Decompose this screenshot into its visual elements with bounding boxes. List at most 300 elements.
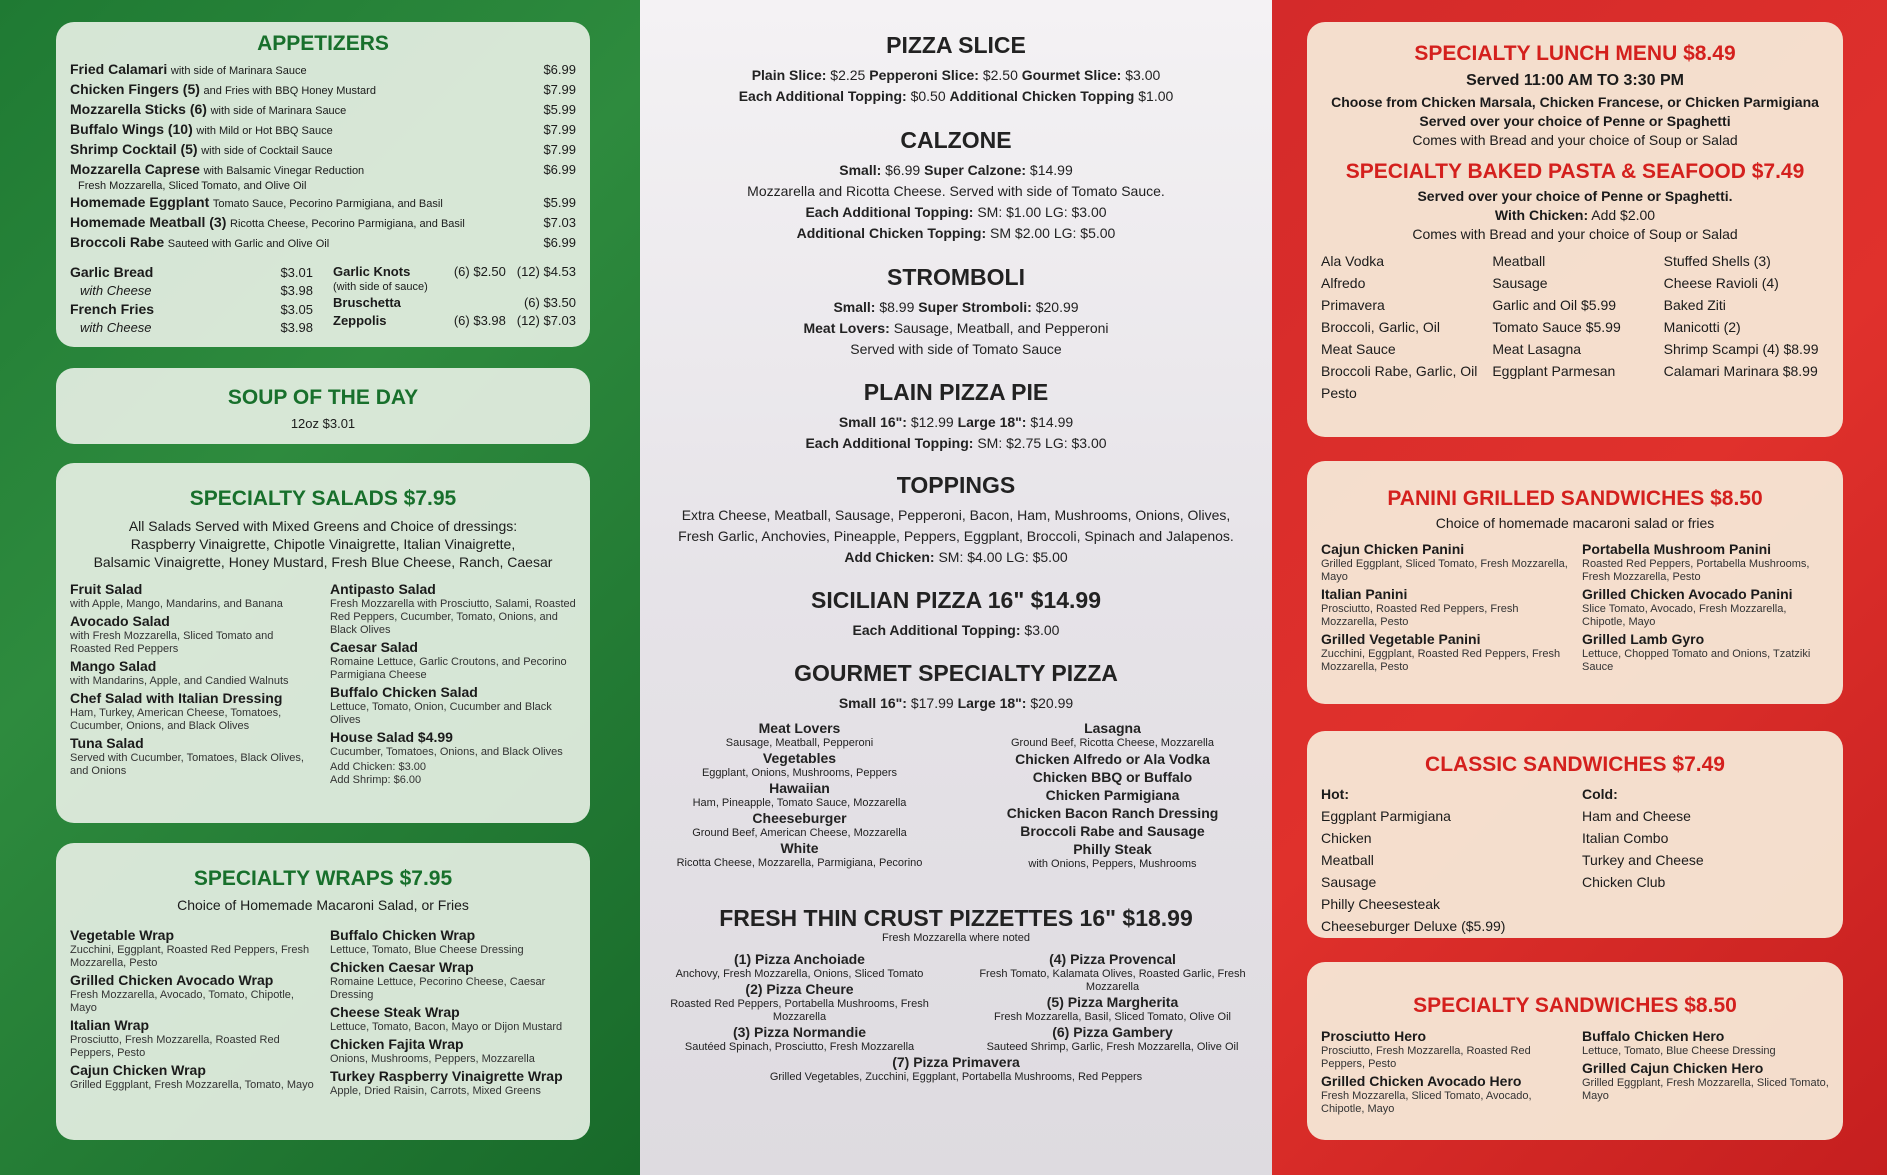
- item-name: Chicken BBQ or Buffalo: [1032, 769, 1193, 785]
- salads-right: [330, 581, 576, 787]
- plain-pie-topping: Each Additional Topping: SM: $2.75 LG: $3.00: [805, 435, 1107, 451]
- list-item: Eggplant Parmesan: [1492, 363, 1616, 379]
- item-price: $7.99: [543, 82, 576, 97]
- lunch-hours: Served 11:00 AM TO 3:30 PM: [1466, 72, 1684, 89]
- pizzettes-title: FRESH THIN CRUST PIZZETTES 16" $18.99: [719, 905, 1193, 931]
- item-desc: Lettuce, Chopped Tomato and Onions, Tzatziki Sauce: [1582, 648, 1811, 673]
- item-price: $6.99: [543, 235, 576, 250]
- lunch-desc: Served over your choice of Penne or Spaghetti: [1419, 113, 1731, 129]
- list-item: Sausage: [1492, 275, 1548, 291]
- soup-price: 12oz $3.01: [290, 416, 356, 431]
- list-item: [963, 840, 1262, 858]
- list-item: Shrimp Scampi (4) $8.99: [1663, 341, 1819, 357]
- list-item: [1321, 1028, 1568, 1071]
- item-desc: Ground Beef, Ricotta Cheese, Mozzarella: [1011, 737, 1214, 749]
- item-name: (7) Pizza Primavera: [892, 1054, 1020, 1070]
- list-item: [963, 750, 1262, 768]
- calzone-desc: Mozzarella and Ricotta Cheese. Served with side of Tomato Sauce.: [747, 183, 1165, 199]
- item-name: Buffalo Wings (10): [70, 121, 193, 137]
- list-item: Tomato Sauce $5.99: [1492, 319, 1621, 335]
- list-item: Broccoli Rabe, Garlic, Oil: [1321, 363, 1478, 379]
- item-desc: Fresh Mozzarella, Avocado, Tomato, Chipotle, Mayo: [70, 989, 294, 1014]
- item-name: (3) Pizza Normandie: [732, 1024, 867, 1040]
- list-item: Baked Ziti: [1663, 297, 1726, 313]
- calzone-prices: Small: $6.99 Super Calzone: $14.99: [839, 162, 1073, 178]
- list-item: [70, 613, 316, 656]
- list-item: [1321, 586, 1568, 629]
- list-item: Ham and Cheese: [1582, 808, 1691, 824]
- item-desc: Roasted Red Peppers, Portabella Mushrooms, Fresh Mozzarella: [670, 998, 929, 1023]
- item-desc: Fresh Mozzarella, Basil, Sliced Tomato, Olive Oil: [994, 1011, 1231, 1023]
- list-item: [70, 690, 316, 733]
- item-name: Vegetable Wrap: [70, 927, 175, 943]
- sides-grid: [70, 263, 576, 337]
- list-item: [70, 581, 316, 611]
- sicilian-topping: Each Additional Topping: $3.00: [852, 622, 1060, 638]
- item-desc: Fresh Mozzarella with Prosciutto, Salami, Roasted Red Peppers, Cucumber, Tomato, Onions, and Black Olives: [330, 598, 576, 636]
- appetizer-row: [70, 140, 576, 160]
- list-item: [330, 684, 576, 727]
- item-price: $7.03: [543, 215, 576, 230]
- item-desc: Grilled Eggplant, Fresh Mozzarella, Tomato, Mayo: [70, 1079, 314, 1091]
- list-item: [330, 1036, 576, 1066]
- list-item: [1321, 541, 1568, 584]
- item-desc: with Apple, Mango, Mandarins, and Banana: [70, 598, 283, 610]
- item-name: Vegetables: [762, 750, 837, 766]
- item-desc: Lettuce, Tomato, Bacon, Mayo or Dijon Mustard: [330, 1021, 563, 1033]
- item-name: Prosciutto Hero: [1321, 1028, 1427, 1044]
- item-name: Cajun Chicken Wrap: [70, 1062, 206, 1078]
- list-item: [963, 822, 1262, 840]
- item-desc: Ricotta Cheese, Mozzarella, Parmigiana, Pecorino: [676, 857, 923, 869]
- list-item: [330, 581, 576, 637]
- bruschetta-row: [333, 294, 576, 312]
- item-name: Broccoli Rabe: [70, 234, 165, 250]
- item-name: (6) Pizza Gambery: [1052, 1024, 1173, 1040]
- item-price: (6) $3.50: [523, 295, 576, 310]
- item-name: Chicken Fingers (5): [70, 81, 200, 97]
- soup-title: SOUP OF THE DAY: [227, 386, 419, 409]
- list-item: [330, 1068, 576, 1098]
- calzone-topping: Each Additional Topping: SM: $1.00 LG: $3.00: [805, 204, 1107, 220]
- item-desc: Served with Cucumber, Tomatoes, Black Olives, and Onions: [70, 752, 304, 777]
- lunch-desc: Comes with Bread and your choice of Soup or Salad: [1412, 132, 1738, 148]
- panini-grid: [1321, 541, 1829, 676]
- item-desc: Apple, Dried Raisin, Carrots, Mixed Greens: [330, 1085, 541, 1097]
- side-row: [70, 319, 313, 337]
- item-price: $6.99: [543, 62, 576, 77]
- list-item: [1582, 1028, 1829, 1058]
- stromboli-prices: Small: $8.99 Super Stromboli: $20.99: [833, 299, 1079, 315]
- item-desc: with Mild or Hot BBQ Sauce: [196, 125, 333, 137]
- salads-left: [70, 581, 316, 787]
- list-item: Philly Cheesesteak: [1321, 896, 1441, 912]
- sides-left: [70, 263, 313, 337]
- list-item: [963, 804, 1262, 822]
- item-label: [70, 60, 307, 80]
- item-desc: Zucchini, Eggplant, Roasted Red Peppers, Fresh Mozzarella, Pesto: [70, 944, 310, 969]
- item-name: Italian Panini: [1321, 586, 1408, 602]
- item-desc: Fresh Mozzarella, Sliced Tomato, and Olive Oil: [78, 180, 307, 192]
- side-row: [70, 300, 313, 319]
- lunch-title: SPECIALTY LUNCH MENU $8.49: [1414, 42, 1736, 65]
- item-label: [70, 213, 465, 233]
- item-desc: Cucumber, Tomatoes, Onions, and Black Olives: [330, 746, 563, 758]
- wraps-right: [330, 927, 576, 1100]
- list-item: Pesto: [1321, 385, 1357, 401]
- list-item: Broccoli, Garlic, Oil: [1321, 319, 1441, 335]
- price-12: (12) $4.53: [516, 264, 576, 279]
- item-desc: Romaine Lettuce, Garlic Croutons, and Pecorino Parmigiana Cheese: [330, 656, 567, 681]
- list-item: [330, 927, 576, 957]
- toppings-section: [650, 472, 1262, 568]
- plain-pie-title: PLAIN PIZZA PIE: [863, 379, 1049, 405]
- item-name: White: [780, 840, 819, 856]
- cold-label: Cold:: [1582, 786, 1618, 802]
- intro-line: Balsamic Vinaigrette, Honey Mustard, Fresh Blue Cheese, Ranch, Caesar: [93, 554, 553, 570]
- intro-line: Raspberry Vinaigrette, Chipotle Vinaigrette, Italian Vinaigrette,: [130, 536, 516, 552]
- list-item: [650, 840, 949, 870]
- item-name: Buffalo Chicken Wrap: [330, 927, 476, 943]
- specialty-sandwiches-grid: [1321, 1028, 1829, 1118]
- list-item: Alfredo: [1321, 275, 1366, 291]
- price-12: (12) $7.03: [516, 313, 576, 328]
- list-item: [330, 1004, 576, 1034]
- item-label: [70, 193, 443, 213]
- garlic-knots-row: [333, 263, 576, 281]
- item-label: [70, 160, 364, 180]
- item-name: (1) Pizza Anchoiade: [734, 951, 865, 967]
- list-item: Italian Combo: [1582, 830, 1669, 846]
- appetizer-row: [70, 193, 576, 213]
- item-desc: with Mandarins, Apple, and Candied Walnuts: [70, 675, 289, 687]
- item-name: Grilled Cajun Chicken Hero: [1582, 1060, 1764, 1076]
- item-desc: with side of Marinara Sauce: [210, 105, 347, 117]
- item-name: Buffalo Chicken Salad: [330, 684, 478, 700]
- list-item: [650, 1024, 949, 1054]
- list-item: [1582, 541, 1829, 584]
- list-item: [650, 951, 949, 981]
- item-name: Buffalo Chicken Hero: [1582, 1028, 1725, 1044]
- item-name: Lasagna: [1084, 720, 1141, 736]
- item-name: Homemade Meatball (3): [70, 214, 227, 230]
- item-desc: and Fries with BBQ Honey Mustard: [203, 85, 376, 97]
- salads-title: SPECIALTY SALADS $7.95: [189, 487, 457, 510]
- item-name: Mozzarella Caprese: [70, 161, 200, 177]
- hot-label: Hot:: [1321, 786, 1349, 802]
- list-item: Chicken Club: [1582, 874, 1666, 890]
- salads-intro: [70, 517, 576, 571]
- list-item: [330, 959, 576, 1002]
- item-label: [70, 233, 329, 253]
- price-6: (6) $3.98: [453, 313, 506, 328]
- toppings-line: Extra Cheese, Meatball, Sausage, Pepperoni, Bacon, Ham, Mushrooms, Onions, Olives,: [681, 507, 1231, 523]
- item-name: Meat Lovers: [758, 720, 841, 736]
- item-name: Mozzarella Sticks (6): [70, 101, 207, 117]
- wraps-intro: Choice of Homemade Macaroni Salad, or Fries: [177, 897, 469, 913]
- baked-title: SPECIALTY BAKED PASTA & SEAFOOD $7.49: [1345, 160, 1805, 183]
- list-item: [1321, 1073, 1568, 1116]
- appetizer-row: [70, 160, 576, 180]
- item-desc: Fresh Tomato, Kalamata Olives, Roasted Garlic, Fresh Mozzarella: [979, 968, 1246, 993]
- list-item: Eggplant Parmigiana: [1321, 808, 1451, 824]
- item-name: Shrimp Cocktail (5): [70, 141, 198, 157]
- list-item: Ala Vodka: [1321, 253, 1385, 269]
- list-item: Turkey and Cheese: [1582, 852, 1704, 868]
- appetizer-row: [70, 60, 576, 80]
- stromboli-section: [650, 264, 1262, 360]
- item-desc: Prosciutto, Fresh Mozzarella, Roasted Red Peppers, Pesto: [1321, 1045, 1531, 1070]
- item-name: Mango Salad: [70, 658, 157, 674]
- list-item: Primavera: [1321, 297, 1385, 313]
- item-name: Chef Salad with Italian Dressing: [70, 690, 283, 706]
- intro-line: All Salads Served with Mixed Greens and Choice of dressings:: [128, 518, 518, 534]
- list-item: [70, 972, 316, 1015]
- list-item: Meat Lasagna: [1492, 341, 1582, 357]
- pizzettes-left: [650, 951, 949, 1054]
- item-desc: Tomato Sauce, Pecorino Parmigiana, and Basil: [212, 198, 443, 210]
- list-item: [963, 994, 1262, 1024]
- item-label: [70, 120, 333, 140]
- item-label: [70, 100, 346, 120]
- list-item: [70, 927, 316, 970]
- pizzettes-grid: [650, 951, 1262, 1054]
- specialty-sandwiches-title: SPECIALTY SANDWICHES $8.50: [1413, 994, 1737, 1017]
- list-item: Meatball: [1321, 852, 1374, 868]
- item-desc: Sauteed with Garlic and Olive Oil: [167, 238, 330, 250]
- item-name: with Cheese: [80, 320, 152, 335]
- list-item: [1582, 1060, 1829, 1103]
- item-name: Grilled Vegetable Panini: [1321, 631, 1481, 647]
- list-item: [650, 780, 949, 810]
- item-name: Grilled Chicken Avocado Wrap: [70, 972, 274, 988]
- pizzettes-section: [650, 905, 1262, 1084]
- gourmet-grid: [650, 720, 1262, 871]
- item-price: $3.05: [280, 302, 313, 317]
- baked-list: [1321, 250, 1829, 404]
- list-item: Manicotti (2): [1663, 319, 1741, 335]
- wraps-title: SPECIALTY WRAPS $7.95: [193, 867, 453, 890]
- item-label: [70, 80, 376, 100]
- list-item: [650, 750, 949, 780]
- specialty-sandwiches-panel: [1307, 962, 1843, 1140]
- pizza-slice-section: [650, 32, 1262, 107]
- item-desc: with Onions, Peppers, Mushrooms: [1028, 858, 1197, 870]
- item-name: Broccoli Rabe and Sausage: [1020, 823, 1205, 839]
- toppings-chicken: Add Chicken: SM: $4.00 LG: $5.00: [844, 549, 1068, 565]
- item-desc: Lettuce, Tomato, Blue Cheese Dressing: [1582, 1045, 1776, 1057]
- list-item: [330, 729, 576, 759]
- item-price: $5.99: [543, 102, 576, 117]
- item-desc: Ground Beef, American Cheese, Mozzarella: [692, 827, 907, 839]
- item-name: Caesar Salad: [330, 639, 418, 655]
- item-price: $5.99: [543, 195, 576, 210]
- item-name: Avocado Salad: [70, 613, 170, 629]
- item-desc: Lettuce, Tomato, Blue Cheese Dressing: [330, 944, 524, 956]
- item-name: Cajun Chicken Panini: [1321, 541, 1465, 557]
- item-desc: with Balsamic Vinegar Reduction: [203, 165, 365, 177]
- add-shrimp: Add Shrimp: $6.00: [330, 774, 422, 786]
- list-item: [330, 639, 576, 682]
- item-desc: Grilled Eggplant, Sliced Tomato, Fresh Mozzarella, Mayo: [1321, 558, 1568, 583]
- list-item: Meatball: [1492, 253, 1546, 269]
- salads-grid: [70, 581, 576, 787]
- item-desc: Fresh Mozzarella, Sliced Tomato, Avocado, Chipotle, Mayo: [1321, 1090, 1532, 1115]
- list-item: Sausage: [1321, 874, 1377, 890]
- item-name: Philly Steak: [1073, 841, 1152, 857]
- item-desc: Ham, Pineapple, Tomato Sauce, Mozzarella: [692, 797, 907, 809]
- lunch-baked-panel: [1307, 22, 1843, 437]
- appetizers-panel: [56, 22, 590, 347]
- item-label: [70, 140, 333, 160]
- item-name: Chicken Bacon Ranch Dressing: [1006, 805, 1219, 821]
- list-item: Garlic and Oil $5.99: [1492, 297, 1617, 313]
- item-desc: (with side of sauce): [333, 281, 428, 293]
- stromboli-title: STROMBOLI: [887, 264, 1025, 290]
- item-name: Turkey Raspberry Vinaigrette Wrap: [330, 1068, 563, 1084]
- calzone-title: CALZONE: [900, 127, 1012, 153]
- gourmet-right: [963, 720, 1262, 871]
- sicilian-section: [650, 587, 1262, 641]
- toppings-line: Fresh Garlic, Anchovies, Pineapple, Peppers, Eggplant, Broccoli, Spinach and Jalapenos.: [678, 528, 1234, 544]
- gourmet-left: [650, 720, 949, 871]
- item-desc: Ham, Turkey, American Cheese, Tomatoes, Cucumber, Onions, and Black Olives: [70, 707, 282, 732]
- item-name: Garlic Bread: [70, 264, 154, 280]
- pizzette-item: [650, 1054, 1262, 1084]
- item-desc: with side of Marinara Sauce: [170, 65, 307, 77]
- item-name: Bruschetta: [333, 295, 401, 310]
- list-item: Cheese Ravioli (4): [1663, 275, 1779, 291]
- slice-toppings: Each Additional Topping: $0.50 Additional Chicken Topping $1.00: [738, 88, 1174, 104]
- item-desc: Zucchini, Eggplant, Roasted Red Peppers, Fresh Mozzarella, Pesto: [1321, 648, 1561, 673]
- list-item: [70, 658, 316, 688]
- appetizer-list: [70, 60, 576, 253]
- item-name: with Cheese: [80, 283, 152, 298]
- list-item: [963, 786, 1262, 804]
- appetizer-row: [70, 80, 576, 100]
- salads-panel: [56, 463, 590, 823]
- item-name: Tuna Salad: [70, 735, 144, 751]
- wraps-panel: [56, 843, 590, 1140]
- pizzettes-right: [963, 951, 1262, 1054]
- item-desc: Prosciutto, Roasted Red Peppers, Fresh Mozzarella, Pesto: [1321, 603, 1519, 628]
- item-desc: Prosciutto, Fresh Mozzarella, Roasted Red Peppers, Pesto: [70, 1034, 280, 1059]
- item-name: Grilled Chicken Avocado Panini: [1582, 586, 1793, 602]
- classic-panel: [1307, 731, 1843, 938]
- item-name: Fried Calamari: [70, 61, 168, 77]
- item-desc: Roasted Red Peppers, Portabella Mushrooms, Fresh Mozzarella, Pesto: [1582, 558, 1810, 583]
- item-name: (4) Pizza Provencal: [1049, 951, 1176, 967]
- calzone-chicken: Additional Chicken Topping: SM $2.00 LG: $5.00: [796, 225, 1116, 241]
- panini-sub: Choice of homemade macaroni salad or fries: [1435, 515, 1715, 531]
- list-item: [70, 735, 316, 778]
- classic-grid: [1321, 783, 1829, 937]
- list-item: Meat Sauce: [1321, 341, 1396, 357]
- list-item: [1321, 631, 1568, 674]
- item-name: Portabella Mushroom Panini: [1582, 541, 1772, 557]
- item-name: Antipasto Salad: [330, 581, 436, 597]
- item-desc: Sauteed Shrimp, Garlic, Fresh Mozzarella, Olive Oil: [986, 1041, 1239, 1053]
- item-price: $3.98: [280, 283, 313, 298]
- item-name: Fruit Salad: [70, 581, 143, 597]
- gourmet-item: [963, 720, 1262, 750]
- plain-pie-section: [650, 379, 1262, 454]
- item-desc: Lettuce, Tomato, Onion, Cucumber and Black Olives: [330, 701, 552, 726]
- list-item: [650, 981, 949, 1024]
- item-name: Zeppolis: [333, 313, 387, 328]
- lunch-desc: Choose from Chicken Marsala, Chicken Francese, or Chicken Parmigiana: [1331, 94, 1819, 110]
- toppings-title: TOPPINGS: [896, 472, 1016, 498]
- gourmet-prices: Small 16": $17.99 Large 18": $20.99: [838, 695, 1074, 711]
- list-item: [70, 1017, 316, 1060]
- item-desc: Sautéed Spinach, Prosciutto, Fresh Mozzarella: [684, 1041, 915, 1053]
- item-name: Chicken Fajita Wrap: [330, 1036, 464, 1052]
- wraps-grid: [70, 927, 576, 1100]
- item-name: Garlic Knots: [333, 264, 411, 279]
- zeppolis-row: [333, 312, 576, 330]
- item-desc: Grilled Vegetables, Zucchini, Eggplant, Portabella Mushrooms, Red Peppers: [769, 1071, 1143, 1083]
- appetizer-row: [70, 213, 576, 233]
- appetizer-row: [70, 100, 576, 120]
- item-desc: Romaine Lettuce, Pecorino Cheese, Caesar Dressing: [330, 976, 546, 1001]
- item-name: Chicken Parmigiana: [1045, 787, 1180, 803]
- item-name: Hawaiian: [769, 780, 830, 796]
- item-name: Grilled Chicken Avocado Hero: [1321, 1073, 1522, 1089]
- item-desc: Anchovy, Fresh Mozzarella, Onions, Sliced Tomato: [675, 968, 924, 980]
- appetizer-row: [70, 233, 576, 253]
- list-item: Chicken: [1321, 830, 1372, 846]
- pizza-slice-title: PIZZA SLICE: [886, 32, 1026, 58]
- list-item: [650, 720, 949, 750]
- list-item: Stuffed Shells (3): [1663, 253, 1771, 269]
- item-desc: Sausage, Meatball, Pepperoni: [725, 737, 874, 749]
- item-desc: Slice Tomato, Avocado, Fresh Mozzarella, Chipotle, Mayo: [1582, 603, 1787, 628]
- item-name: Chicken Alfredo or Ala Vodka: [1015, 751, 1210, 767]
- item-desc: with Fresh Mozzarella, Sliced Tomato and Roasted Red Peppers: [70, 630, 274, 655]
- item-name: (5) Pizza Margherita: [1046, 994, 1179, 1010]
- list-item: [963, 951, 1262, 994]
- item-name: Homemade Eggplant: [70, 194, 210, 210]
- item-price: $3.98: [280, 320, 313, 335]
- baked-desc: Comes with Bread and your choice of Soup or Salad: [1412, 226, 1738, 242]
- soup-panel: [56, 368, 590, 444]
- list-item: [1582, 586, 1829, 629]
- item-name: (2) Pizza Cheure: [745, 981, 854, 997]
- item-price: $3.01: [280, 265, 313, 280]
- pizzettes-sub: Fresh Mozzarella where noted: [882, 932, 1030, 944]
- item-price: $7.99: [543, 142, 576, 157]
- item-name: Cheese Steak Wrap: [330, 1004, 460, 1020]
- item-desc: with side of Cocktail Sauce: [201, 145, 333, 157]
- item-price: $6.99: [543, 162, 576, 177]
- list-item: [963, 768, 1262, 786]
- classic-title: CLASSIC SANDWICHES $7.49: [1425, 753, 1725, 776]
- calzone-section: [650, 127, 1262, 244]
- gourmet-section: [650, 660, 1262, 871]
- list-item: [1582, 631, 1829, 674]
- panini-title: PANINI GRILLED SANDWICHES $8.50: [1387, 487, 1763, 510]
- item-name: Italian Wrap: [70, 1017, 150, 1033]
- item-name: Cheeseburger: [752, 810, 847, 826]
- list-item: [70, 1062, 316, 1092]
- item-name: French Fries: [70, 301, 155, 317]
- list-item: [650, 810, 949, 840]
- item-name: Grilled Lamb Gyro: [1582, 631, 1705, 647]
- baked-desc: Served over your choice of Penne or Spaghetti.: [1417, 188, 1733, 204]
- panini-panel: [1307, 461, 1843, 704]
- plain-pie-prices: Small 16": $12.99 Large 18": $14.99: [838, 414, 1074, 430]
- baked-chicken: With Chicken: Add $2.00: [1494, 207, 1656, 223]
